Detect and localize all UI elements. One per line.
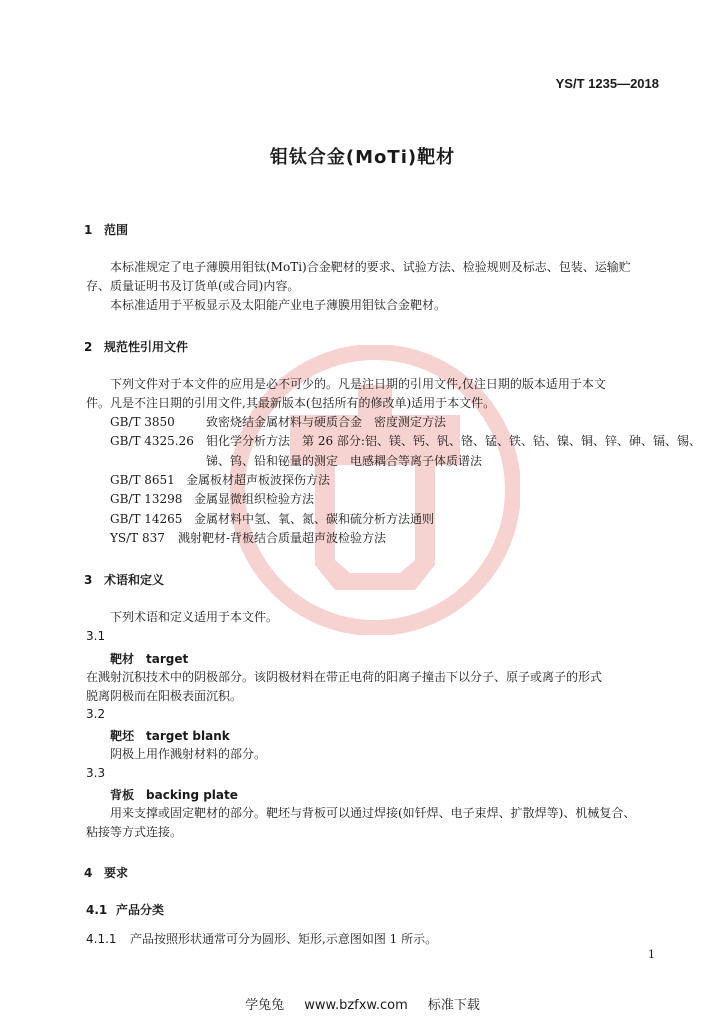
reference-item: GB/T 13298 金属显微组织检验方法 (110, 492, 315, 506)
term-name: 靶坯 target blank (110, 729, 230, 743)
section-2-heading: 2 规范性引用文件 (84, 340, 189, 354)
section-1-para-1-line-2: 存、质量证明书及订货单(或合同)内容。 (86, 279, 300, 293)
term-definition-line-1: 在溅射沉积技术中的阴极部分。该阴极材料在带正电荷的阳离子撞击下以分子、原子或离子的形式 (86, 670, 603, 684)
section-3-intro: 下列术语和定义适用于本文件。 (110, 610, 279, 624)
reference-item-continuation: 锑、钨、铅和铋量的测定 电感耦合等离子体质谱法 (206, 454, 483, 468)
term-definition-line-2: 脱离阴极而在阳极表面沉积。 (86, 689, 243, 703)
term-name: 靶材 target (110, 652, 189, 666)
footer-site-name: 学兔兔 (245, 998, 285, 1013)
term-number: 3.3 (86, 766, 106, 780)
section-3-heading: 3 术语和定义 (84, 573, 165, 587)
term-number: 3.1 (86, 629, 106, 643)
term-definition-line-1: 阴极上用作溅射材料的部分。 (110, 747, 267, 761)
clause-4-1-1: 4.1.1 产品按照形状通常可分为圆形、矩形,示意图如图 1 所示。 (86, 932, 438, 946)
document-title: 钼钛合金(MoTi)靶材 (269, 147, 456, 168)
term-number: 3.2 (86, 707, 106, 721)
footer-banner (0, 994, 725, 1013)
page-number: 1 (648, 948, 655, 961)
standard-code: YS/T 1235—2018 (555, 76, 659, 91)
reference-item: GB/T 4325.26 钼化学分析方法 第 26 部分:铝、镁、钙、钒、铬、锰、铁、钴、镍、铜、锌、砷、镉、锡、 (110, 434, 701, 448)
reference-item: YS/T 837 溅射靶材-背板结合质量超声波检验方法 (110, 531, 387, 545)
section-1-para-1-line-1: 本标准规定了电子薄膜用钼钛(MoTi)合金靶材的要求、试验方法、检验规则及标志、包装、运输贮 (110, 260, 631, 274)
section-4-heading: 4 要求 (84, 866, 129, 880)
section-1-heading: 1 范围 (84, 223, 129, 237)
section-1-para-2: 本标准适用于平板显示及太阳能产业电子薄膜用钼钛合金靶材。 (110, 298, 447, 312)
reference-item: GB/T 8651 金属板材超声板波探伤方法 (110, 473, 331, 487)
term-name: 背板 backing plate (110, 788, 238, 802)
footer-label: 标准下载 (427, 998, 480, 1013)
reference-item: GB/T 3850 致密烧结金属材料与硬质合金 密度测定方法 (110, 415, 447, 429)
section-2-intro-line-1: 下列文件对于本文件的应用是必不可少的。凡是注日期的引用文件,仅注日期的版本适用于本文 (110, 377, 606, 391)
term-definition-line-1: 用来支撑或固定靶材的部分。靶坯与背板可以通过焊接(如钎焊、电子束焊、扩散焊等)、机械复合、 (110, 806, 636, 820)
footer-url-link[interactable]: www.bzfxw.com (304, 998, 408, 1013)
section-2-intro-line-2: 件。凡是不注日期的引用文件,其最新版本(包括所有的修改单)适用于本文件。 (86, 396, 496, 410)
reference-item: GB/T 14265 金属材料中氢、氧、氮、碳和硫分析方法通则 (110, 512, 435, 526)
term-definition-line-2: 粘接等方式连接。 (86, 825, 183, 839)
subsection-4-1-heading: 4.1 产品分类 (86, 903, 165, 917)
